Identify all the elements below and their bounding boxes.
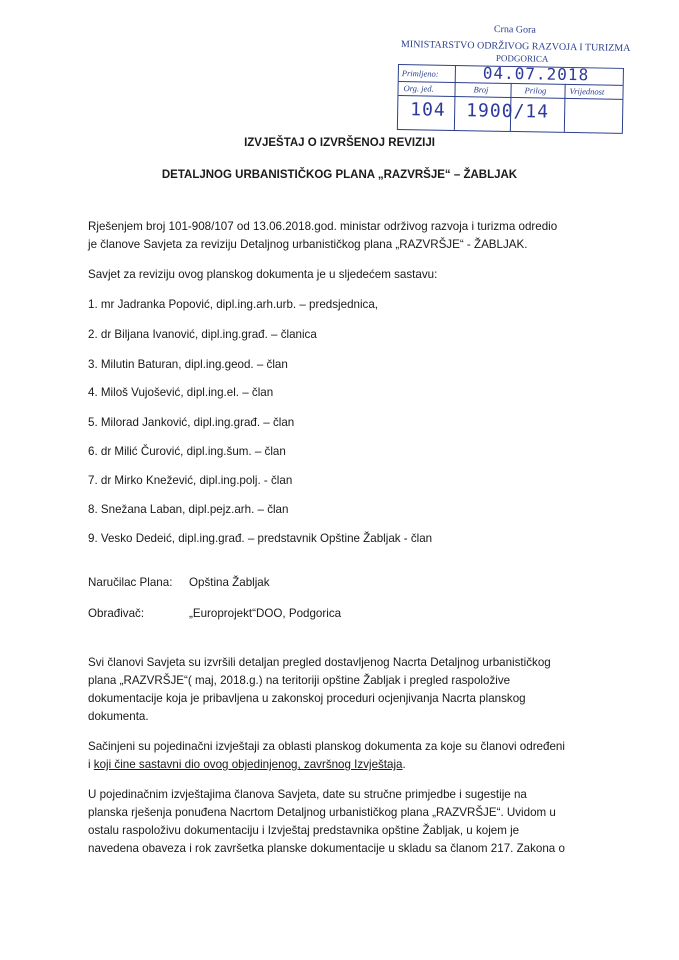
remarks-paragraph-line: ostalu raspoloživu dokumentaciju i Izvještaj predstavnika opštine Žabljak, u kojem je [88,824,520,837]
document-title: IZVJEŠTAJ O IZVRŠENOJ REVIZIJI [244,137,435,149]
member-list-item: 5. Milorad Janković, dipl.ing.građ. – član [88,416,295,429]
reports-underlined-text: koji čine sastavni dio ovog objedinjenog, završnog Izvještaja [93,758,403,771]
reports-line-prefix: i [88,758,94,771]
member-list-item: 9. Vesko Dedeić, dipl.ing.građ. – predstavnik Opštine Žabljak - član [88,532,433,545]
stamp-value-label: Vrijednost [569,85,605,97]
stamp-divider [564,84,566,132]
stamp-reg-number: 1900/14 [466,100,550,123]
member-list-item: 6. dr Milić Čurović, dipl.ing.šum. – član [88,445,286,458]
stamp-org-number: 104 [410,99,446,121]
member-list-item: 8. Snežana Laban, dipl.pejz.arh. – član [88,503,289,516]
council-intro: Savjet za reviziju ovog planskog dokumenta je u sljedećem sastavu: [88,268,438,281]
stamp-received-label: Primljeno: [401,68,439,79]
client-label: Naručilac Plana: [88,576,173,589]
stamp-received-date: 04.07.2018 [482,63,590,85]
stamp-ministry: MINISTARSTVO ODRŽIVOG RAZVOJA I TURIZMA [400,39,631,55]
stamp-city: PODGORICA [495,53,549,64]
review-paragraph-line: dokumentacije koja je pribavljena u zakonskoj proceduri ocjenjivanja Nacrta planskog [88,692,526,705]
processor-value: „Europrojekt“DOO, Podgorica [189,607,342,620]
intro-paragraph-line: je članove Savjeta za reviziju Detaljnog urbanističkog plana „RAZVRŠJE“ - ŽABLJAK. [88,238,528,251]
member-list-item: 7. dr Mirko Knežević, dipl.ing.polj. - član [88,474,293,487]
review-paragraph-line: dokumenta. [88,710,149,723]
document-subtitle: DETALJNOG URBANISTIČKOG PLANA „RAZVRŠJE“ – ŽABLJAK [161,169,518,181]
reports-paragraph-line [88,756,406,773]
member-list-item: 2. dr Biljana Ivanović, dipl.ing.građ. – članica [88,328,317,341]
stamp-org-label: Org. jed. [403,83,434,94]
member-list-item: 3. Milutin Baturan, dipl.ing.geod. – član [88,358,288,371]
member-list-item: 4. Miloš Vujošević, dipl.ing.el. – član [88,386,274,399]
review-paragraph-line: plana „RAZVRŠJE“( maj, 2018.g.) na teritoriji opštine Žabljak i pregled raspoložive [88,674,511,687]
reports-paragraph-line: Sačinjeni su pojedinačni izvještaji za oblasti planskog dokumenta za koje su članovi određeni [88,740,565,753]
reports-line-suffix: . [402,758,406,771]
member-list-item: 1. mr Jadranka Popović, dipl.ing.arh.urb. – predsjednica, [88,298,379,311]
remarks-paragraph-line: navedena obaveza i rok završetka planske dokumentacije u skladu sa članom 217. Zakona o [88,842,565,855]
review-paragraph-line: Svi članovi Savjeta su izvršili detaljan pregled dostavljenog Nacrta Detaljnog urbanističkog [88,656,551,669]
intro-paragraph-line: Rješenjem broj 101-908/107 od 13.06.2018.god. ministar održivog razvoja i turizma odredio [88,220,558,233]
stamp-number-label: Broj [473,84,489,95]
client-value: Opština Žabljak [189,576,270,589]
received-stamp [397,64,624,134]
remarks-paragraph-line: U pojedinačnim izvještajima članova Savjeta, date su stručne primjedbe i sugestije na [88,788,527,801]
processor-label: Obrađivač: [88,607,145,620]
stamp-country: Crna Gora [493,24,536,36]
stamp-attachment-label: Prilog [524,85,547,96]
remarks-paragraph-line: planska rješenja ponuđena Nacrtom Detaljnog urbanističkog plana „RAZVRŠJE“. Uvidom u [88,806,556,819]
stamp-divider [454,82,456,130]
